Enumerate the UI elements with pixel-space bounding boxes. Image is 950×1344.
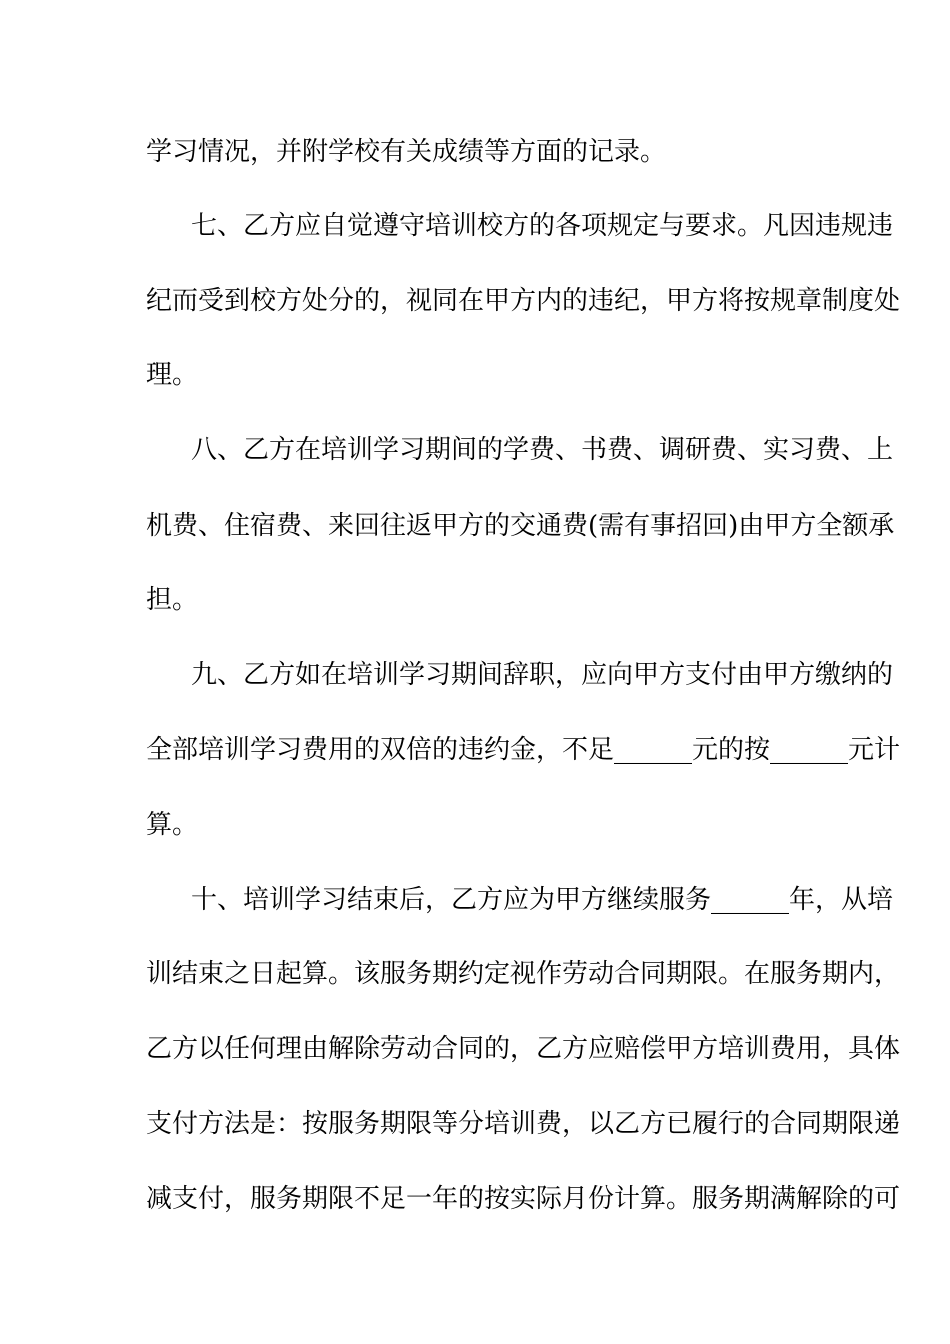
text-line: 算。 (146, 810, 199, 840)
text-line: 纪而受到校方处分的，视同在甲方内的违纪，甲方将按规章制度处 (146, 286, 901, 316)
text-line: 支付方法是：按服务期限等分培训费，以乙方已履行的合同期限递 (146, 1109, 901, 1139)
text-line: 训结束之日起算。该服务期约定视作劳动合同期限。在服务期内， (146, 959, 901, 989)
text-line: 全部培训学习费用的双倍的违约金，不足______元的按______元计 (146, 735, 901, 765)
text-line: 乙方以任何理由解除劳动合同的，乙方应赔偿甲方培训费用，具体 (146, 1034, 901, 1064)
text-line: 减支付，服务期限不足一年的按实际月份计算。服务期满解除的可 (146, 1184, 901, 1214)
text-line: 机费、住宿费、来回往返甲方的交通费(需有事招回)由甲方全额承 (146, 511, 895, 541)
clause-10-heading-line: 十、培训学习结束后，乙方应为甲方继续服务______年，从培 (191, 885, 894, 915)
text-line: 学习情况，并附学校有关成绩等方面的记录。 (146, 137, 667, 167)
clause-9-heading-line: 九、乙方如在培训学习期间辞职，应向甲方支付由甲方缴纳的 (191, 660, 894, 690)
text-line: 理。 (146, 360, 199, 390)
clause-7-heading-line: 七、乙方应自觉遵守培训校方的各项规定与要求。凡因违规违 (191, 211, 894, 241)
clause-8-heading-line: 八、乙方在培训学习期间的学费、书费、调研费、实习费、上 (191, 435, 894, 465)
text-line: 担。 (146, 585, 199, 615)
